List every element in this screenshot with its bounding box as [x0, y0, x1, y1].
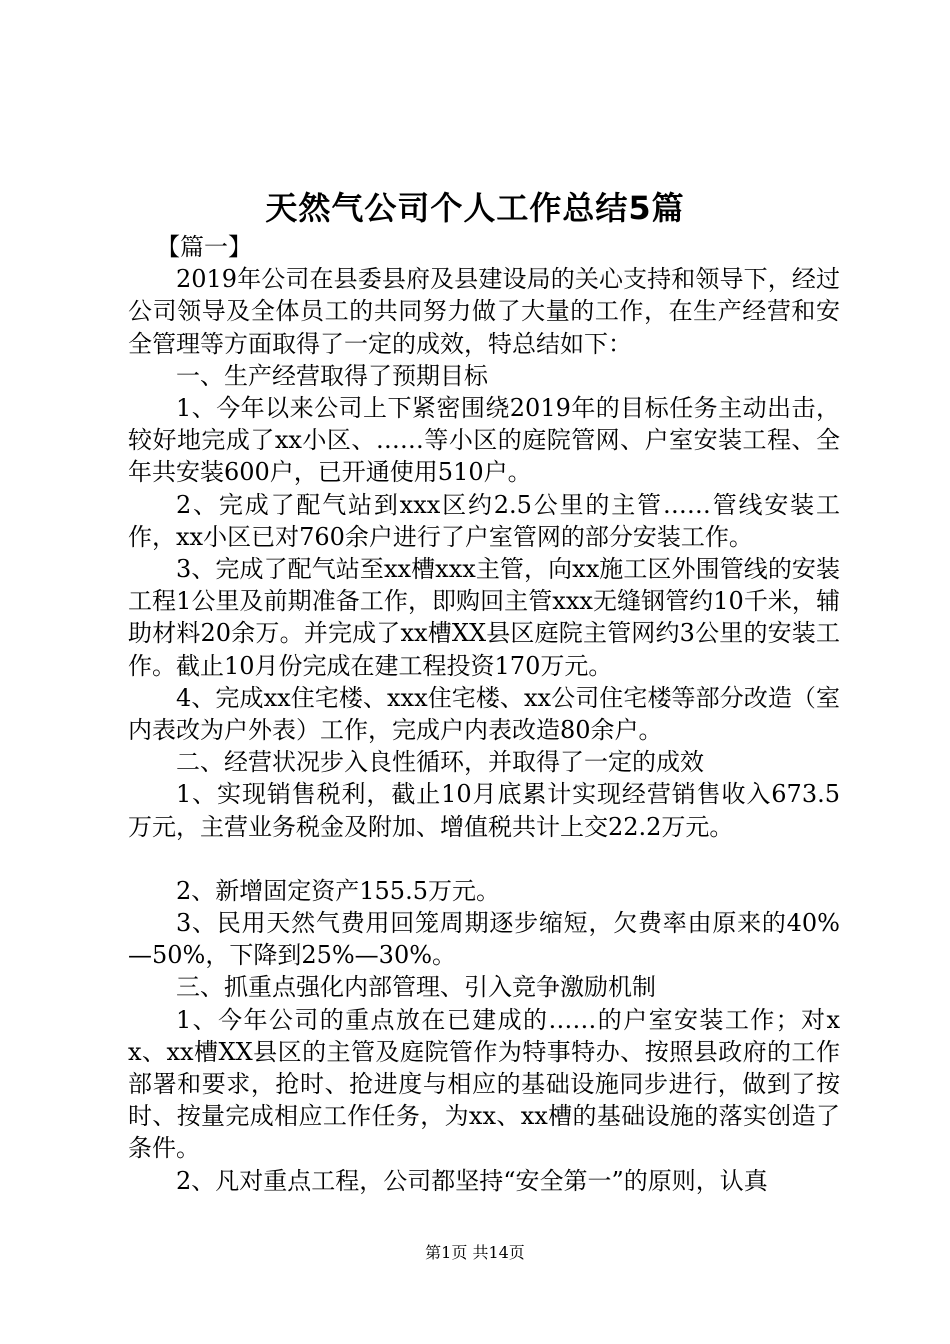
page-footer: 第1页 共14页	[425, 1243, 525, 1262]
section-heading: 一、生产经营取得了预期目标	[176, 361, 488, 390]
document-title: 天然气公司个人工作总结5篇	[265, 189, 685, 227]
body-paragraph: 2、凡对重点工程，公司都坚持“安全第一”的原则，认真	[176, 1166, 768, 1195]
body-paragraph: 1、今年公司的重点放在已建成的……的户室安装工作；对xx、xx槽XX县区的主管及庭院管作为特事特办、按照县政府的工作部署和要求，抢时、抢进度与相应的基础设施同步进行，做到了按时、按量完成相应工作任务，为xx、xx槽的基础设施的落实创造了条件。	[128, 1005, 840, 1163]
body-paragraph: 1、实现销售税利，截止10月底累计实现经营销售收入673.5万元，主营业务税金及附加、增值税共计上交22.2万元。	[128, 780, 840, 841]
body-paragraph: 2、完成了配气站到xxx区约2.5公里的主管……管线安装工作，xx小区已对760余户进行了户室管网的部分安装工作。	[128, 490, 840, 551]
body-paragraph: 3、民用天然气费用回笼周期逐步缩短，欠费率由原来的40%—50%，下降到25%—30%。	[128, 909, 840, 970]
body-paragraph: 1、今年以来公司上下紧密围绕2019年的目标任务主动出击，较好地完成了xx小区、……等小区的庭院管网、户室安装工程、全年共安装600户，已开通使用510户。	[128, 394, 840, 487]
intro-paragraph: 2019年公司在县委县府及县建设局的关心支持和领导下，经过公司领导及全体员工的共同努力做了大量的工作，在生产经营和安全管理等方面取得了一定的成效，特总结如下：	[128, 265, 840, 358]
section-marker: 【篇一】	[156, 233, 252, 261]
body-paragraph: 4、完成xx住宅楼、xxx住宅楼、xx公司住宅楼等部分改造（室内表改为户外表）工作，完成户内表改造80余户。	[128, 683, 840, 745]
document-body	[128, 231, 840, 1197]
body-paragraph: 2、新增固定资产155.5万元。	[176, 876, 500, 905]
section-heading: 三、抓重点强化内部管理、引入竞争激励机制	[176, 973, 656, 1002]
section-heading: 二、经营状况步入良性循环，并取得了一定的成效	[176, 748, 704, 777]
body-paragraph: 3、完成了配气站至xx槽xxx主管，向xx施工区外围管线的安装工程1公里及前期准备工作，即购回主管xxx无缝钢管约10千米，辅助材料20余万。并完成了xx槽XX县区庭院主管网约3公里的安装工作。截止10月份完成在建工程投资170万元。	[128, 555, 840, 680]
